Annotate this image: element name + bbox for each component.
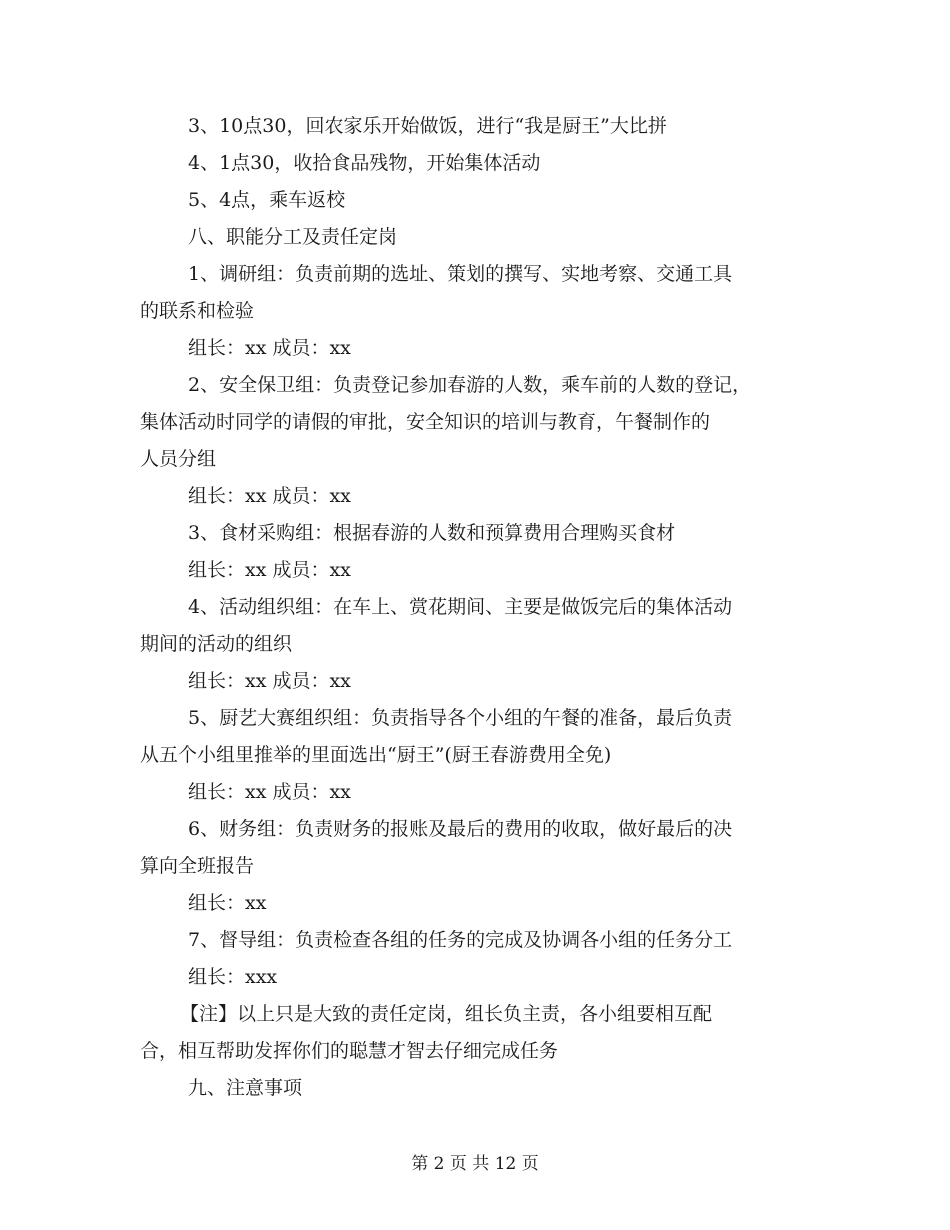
duty-item-2-continued: 集体活动时同学的请假的审批，安全知识的培训与教育，午餐制作的 xyxy=(140,411,711,433)
duty-leader-2: 组长：xx 成员：xx xyxy=(188,485,351,507)
duty-leader-7: 组长：xxx xyxy=(188,966,278,988)
duty-item-1-continued: 的联系和检验 xyxy=(140,300,255,322)
document-body xyxy=(140,108,820,1107)
duty-item-2: 2、安全保卫组：负责登记参加春游的人数，乘车前的人数的登记， xyxy=(188,374,752,396)
section-heading-8: 八、职能分工及责任定岗 xyxy=(188,226,398,248)
duty-leader-5: 组长：xx 成员：xx xyxy=(188,781,351,803)
note-paragraph-continued: 合，相互帮助发挥你们的聪慧才智去仔细完成任务 xyxy=(140,1040,559,1062)
duty-item-1: 1、调研组：负责前期的选址、策划的撰写、实地考察、交通工具 xyxy=(188,263,733,285)
duty-item-3: 3、食材采购组：根据春游的人数和预算费用合理购买食材 xyxy=(188,522,676,544)
duty-leader-6: 组长：xx xyxy=(188,892,267,914)
duty-item-6-continued: 算向全班报告 xyxy=(140,855,255,877)
duty-item-5: 5、厨艺大赛组织组：负责指导各个小组的午餐的准备，最后负责 xyxy=(188,707,733,729)
duty-leader-1: 组长：xx 成员：xx xyxy=(188,337,351,359)
duty-leader-3: 组长：xx 成员：xx xyxy=(188,559,351,581)
note-paragraph: 【注】以上只是大致的责任定岗，组长负主责，各小组要相互配 xyxy=(180,1003,713,1025)
schedule-item-4: 4、1点30，收拾食品残物，开始集体活动 xyxy=(188,152,541,174)
duty-item-7: 7、督导组：负责检查各组的任务的完成及协调各小组的任务分工 xyxy=(188,929,733,951)
duty-item-4-continued: 期间的活动的组织 xyxy=(140,633,293,655)
duty-leader-4: 组长：xx 成员：xx xyxy=(188,670,351,692)
schedule-item-5: 5、4点，乘车返校 xyxy=(188,189,346,211)
page-number: 第 2 页 共 12 页 xyxy=(411,1154,539,1174)
section-heading-9: 九、注意事项 xyxy=(188,1077,303,1099)
duty-item-6: 6、财务组：负责财务的报账及最后的费用的收取，做好最后的决 xyxy=(188,818,733,840)
schedule-item-3: 3、10点30，回农家乐开始做饭，进行“我是厨王”大比拼 xyxy=(188,115,667,137)
duty-item-5-continued: 从五个小组里推举的里面选出“厨王”(厨王春游费用全免) xyxy=(140,744,612,766)
duty-item-4: 4、活动组织组：在车上、赏花期间、主要是做饭完后的集体活动 xyxy=(188,596,733,618)
duty-item-2-continued-2: 人员分组 xyxy=(140,448,217,470)
